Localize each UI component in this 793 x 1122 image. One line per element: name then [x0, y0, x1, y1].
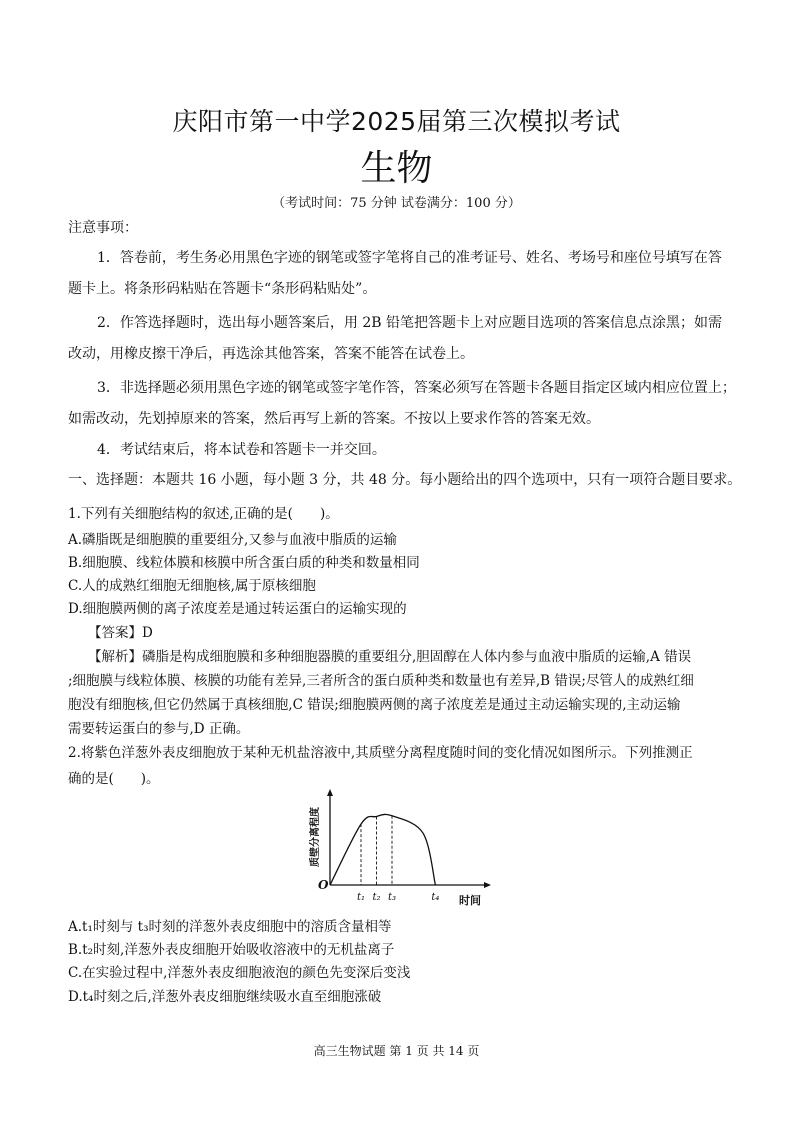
notice-heading: 注意事项：: [68, 220, 138, 236]
q1-stem: 1.下列有关细胞结构的叙述,正确的是( )。: [68, 506, 339, 522]
q1-option-d: D.细胞膜两侧的离子浓度差是通过转运蛋白的运输实现的: [68, 601, 407, 617]
exam-title: 庆阳市第一中学2025届第三次模拟考试: [172, 107, 621, 136]
q1-option-a: A.磷脂既是细胞膜的重要组分,又参与血液中脂质的运输: [68, 532, 397, 548]
notice-4-line-1: 4．考试结束后，将本试卷和答题卡一并交回。: [97, 442, 386, 458]
q2-stem-line-1: 2.将紫色洋葱外表皮细胞放于某种无机盐溶液中,其质壁分离程度随时间的变化情况如图所示。下列推测正: [68, 745, 693, 761]
q1-analysis-line-2: ;细胞膜与线粒体膜、核膜的功能有差异,三者所含的蛋白质种类和数量也有差异,B 错误;尽管人的成熟红细: [68, 673, 694, 689]
q1-analysis-line-3: 胞没有细胞核,但它仍然属于真核细胞,C 错误;细胞膜两侧的离子浓度差是通过主动运输实现的,主动运输: [68, 697, 681, 713]
origin-label: O: [318, 878, 329, 892]
exam-info: （考试时间：75 分钟 试卷满分：100 分）: [272, 196, 521, 211]
q1-analysis-line-4: 需要转运蛋白的参与,D 正确。: [68, 721, 250, 737]
notice-1-line-2: 题卡上。将条形码粘贴在答题卡“条形码粘贴处”。: [68, 281, 377, 297]
section-heading: 一、选择题：本题共 16 小题，每小题 3 分，共 48 分。每小题给出的四个选项中，只有一项符合题目要求。: [68, 472, 742, 488]
q1-option-b: B.细胞膜、线粒体膜和核膜中所含蛋白质的种类和数量相同: [68, 555, 420, 571]
q2-option-d: D.t₄时刻之后,洋葱外表皮细胞继续吸水直至细胞涨破: [68, 989, 382, 1005]
plasmolysis-chart: [290, 785, 500, 910]
q2-option-a: A.t₁时刻与 t₃时刻的洋葱外表皮细胞中的溶质含量相等: [68, 919, 392, 935]
y-axis-label: 质壁分离程度: [310, 807, 321, 867]
notice-2-line-1: 2．作答选择题时，选出每小题答案后，用 2B 铅笔把答题卡上对应题目选项的答案信息点涂黑；如需: [97, 315, 723, 331]
q1-option-c: C.人的成熟红细胞无细胞核,属于原核细胞: [68, 578, 316, 594]
subject-title: 生物: [360, 148, 433, 189]
q1-analysis-line-1: 【解析】磷脂是构成细胞膜和多种细胞器膜的重要组分,胆固醇在人体内参与血液中脂质的运输,A 错误: [88, 649, 692, 665]
notice-3-line-1: 3．非选择题必须用黑色字迹的钢笔或签字笔作答，答案必须写在答题卡各题目指定区域内相应位置上；: [97, 380, 736, 396]
notice-2-line-2: 改动，用橡皮擦干净后，再选涂其他答案，答案不能答在试卷上。: [68, 346, 474, 362]
plasmolysis-curve: [330, 814, 435, 885]
x-tick-label-3: t₃: [388, 892, 397, 903]
notice-3-line-2: 如需改动，先划掉原来的答案，然后再写上新的答案。不按以上要求作答的答案无效。: [68, 411, 600, 427]
x-axis-arrow: [484, 882, 491, 888]
q2-stem-line-2: 确的是( )。: [68, 771, 160, 787]
x-tick-label-4: t₄: [431, 892, 440, 903]
x-tick-label-1: t₁: [357, 892, 366, 903]
q2-option-c: C.在实验过程中,洋葱外表皮细胞液泡的颜色先变深后变浅: [68, 965, 411, 981]
page-footer: 高三生物试题 第 1 页 共 14 页: [313, 1044, 480, 1058]
x-axis-label: 时间: [459, 894, 481, 907]
y-axis-arrow: [327, 789, 333, 796]
q1-answer: 【答案】D: [88, 625, 153, 641]
x-tick-label-2: t₂: [372, 892, 381, 903]
notice-1-line-1: 1．答卷前，考生务必用黑色字迹的钢笔或签字笔将自己的准考证号、姓名、考场号和座位号填写在答: [97, 250, 722, 266]
q2-option-b: B.t₂时刻,洋葱外表皮细胞开始吸收溶液中的无机盐离子: [68, 942, 395, 958]
